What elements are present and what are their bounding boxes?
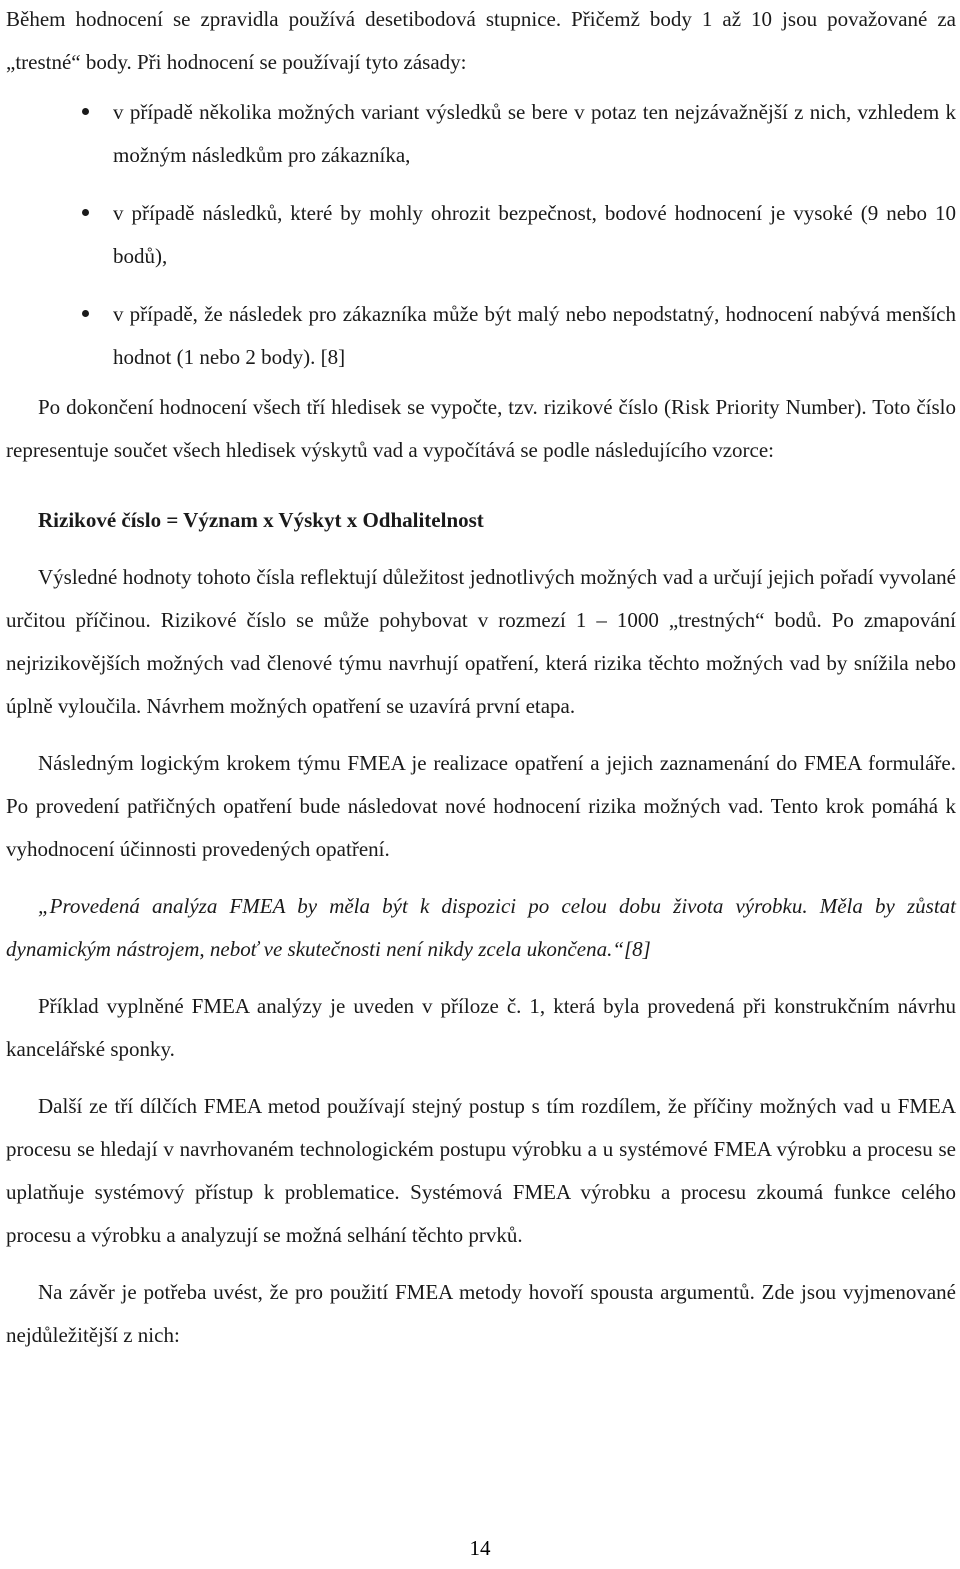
list-item [6, 293, 956, 379]
paragraph-next-step: Následným logickým krokem týmu FMEA je realizace opatření a jejich zaznamenání do FMEA formuláře. Po provedení patřičných opatření bude následovat nové hodnocení rizika možných vad. Tento krok pomáhá k vyhodnocení účinnosti provedených opatření. [6, 751, 956, 861]
principles-list [6, 91, 956, 379]
paragraph-rpn: Po dokončení hodnocení všech tří hledisek se vypočte, tzv. rizikové číslo (Risk Priority Number). Toto číslo representuje součet všech hledisek výskytů vad a vypočítává se podle následujícího vzorce: [6, 395, 956, 462]
list-item [6, 91, 956, 177]
paragraph-example: Příklad vyplněné FMEA analýzy je uveden v příloze č. 1, která byla provedená při konstrukčním návrhu kancelářské sponky. [6, 994, 956, 1061]
bullet-icon [82, 310, 89, 317]
bullet-icon [82, 209, 89, 216]
list-item-text: v případě několika možných variant výsledků se bere v potaz ten nejzávažnější z nich, vzhledem k možným následkům pro zákazníka, [113, 100, 956, 167]
paragraph-results: Výsledné hodnoty tohoto čísla reflektují důležitost jednotlivých možných vad a určují jejich pořadí vyvolané určitou příčinou. Rizikové číslo se může pohybovat v rozmezí 1 – 1000 „trestných“ bodů. Po zmapování nejrizikovějších možných vad členové týmu navrhují opatření, která rizika těchto možných vad by snížila nebo úplně vyloučila. Návrhem možných opatření se uzavírá první etapa. [6, 565, 956, 718]
page-number: 14 [469, 1536, 491, 1560]
formula: Rizikové číslo = Význam x Výskyt x Odhalitelnost [38, 508, 484, 532]
paragraph-scale: Během hodnocení se zpravidla používá desetibodová stupnice. Přičemž body 1 až 10 jsou považované za „trestné“ body. Při hodnocení se používají tyto zásady: [6, 7, 956, 74]
list-item [6, 192, 956, 278]
quote: „Provedená analýza FMEA by měla být k dispozici po celou dobu života výrobku. Měla by zůstat dynamickým nástrojem, neboť ve skutečnosti není nikdy zcela ukončena.“[8] [6, 894, 956, 961]
list-item-text: v případě následků, které by mohly ohrozit bezpečnost, bodové hodnocení je vysoké (9 nebo 10 bodů), [113, 201, 956, 268]
bullet-icon [82, 108, 89, 115]
paragraph-conclusion: Na závěr je potřeba uvést, že pro použití FMEA metody hovoří spousta argumentů. Zde jsou vyjmenované nejdůležitější z nich: [6, 1280, 956, 1347]
list-item-text: v případě, že následek pro zákazníka může být malý nebo nepodstatný, hodnocení nabývá menších hodnot (1 nebo 2 body). [8] [113, 302, 956, 369]
paragraph-methods: Další ze tří dílčích FMEA metod používají stejný postup s tím rozdílem, že příčiny možných vad u FMEA procesu se hledají v navrhovaném technologickém postupu výrobku a u systémové FMEA výrobku a procesu se uplatňuje systémový přístup k problematice. Systémová FMEA výrobku a procesu zkoumá funkce celého procesu a výrobku a analyzují se možná selhání těchto prvků. [6, 1094, 956, 1247]
